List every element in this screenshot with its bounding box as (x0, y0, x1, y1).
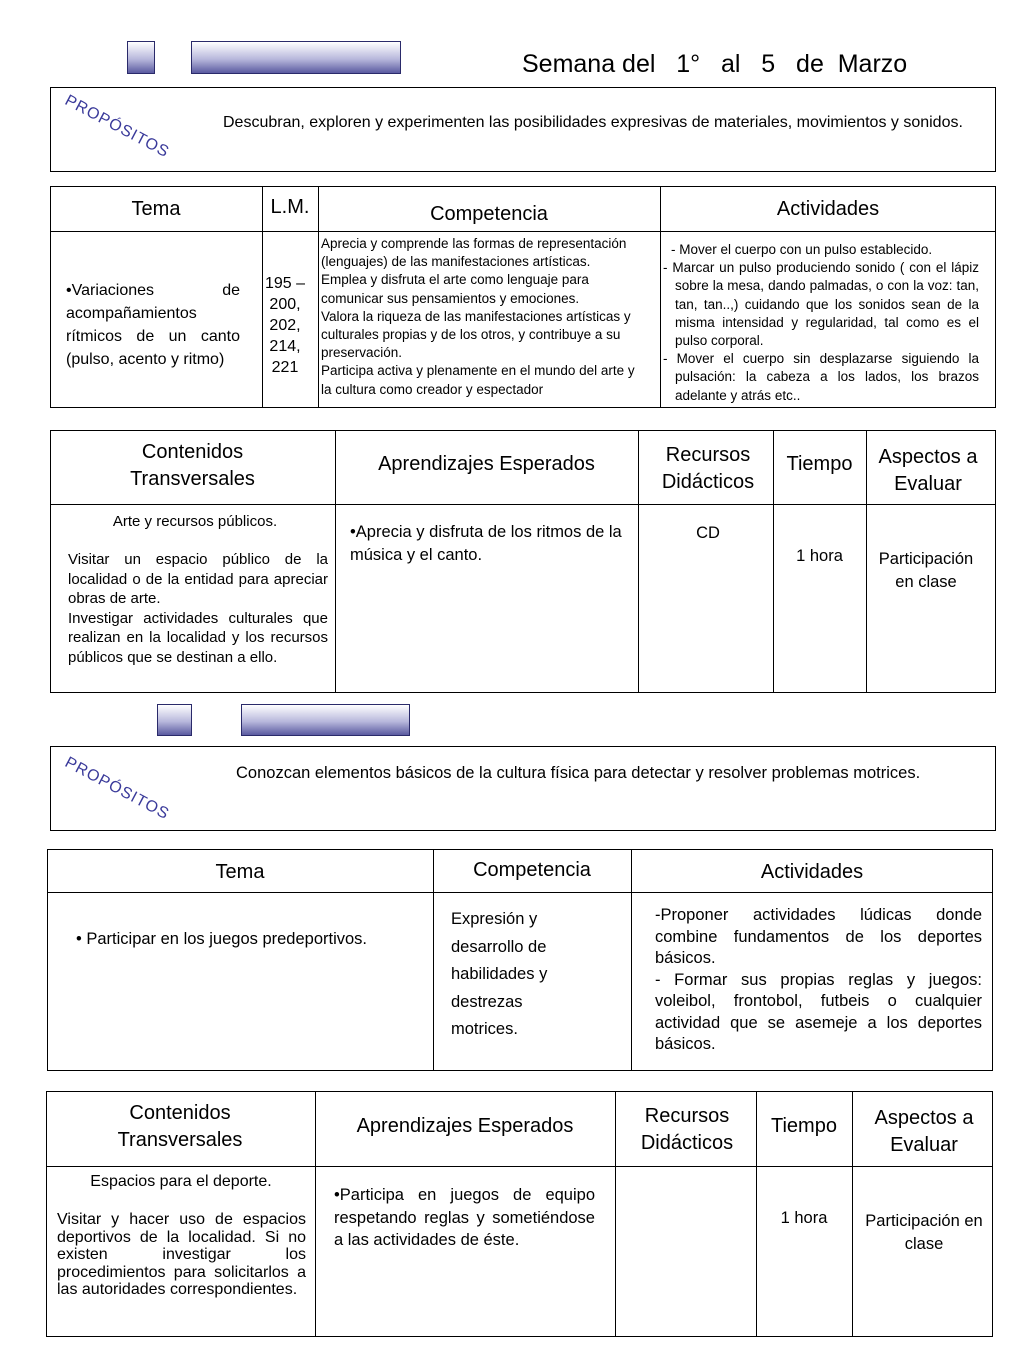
header-square-box (127, 41, 155, 74)
actividades-cell-1: - Mover el cuerpo con un pulso establecido. - Marcar un pulso produciendo sonido ( con el lápiz sobre la mesa, dando palmadas, o con la voz: tan, tan, tan..,) cuidando que los sonidos sean de la misma intensidad y regularidad, tal como es el pulso corporal. - Mover el cuerpo sin desplazarse siguiendo la pulsación: la cabeza a los lados, los brazos adelante y atrás etc.. (663, 242, 979, 403)
tiempo-cell-1: 1 hora (796, 547, 843, 565)
contenidos-body-2: Visitar y hacer uso de espacios deportivos de la localidad. Si no existen investigar los procedimientos para solicitarlos a las autoridades correspondientes. (57, 1211, 306, 1298)
header-actividades-1: Actividades (776, 198, 880, 220)
actividades-cell-2: -Proponer actividades lúdicas donde combine fundamentos de los deportes básicos. - Formar sus propias reglas y juegos: voleibol, frontobol, futbeis o cualquier actividad que se asemeje a los deportes básicos. (655, 906, 982, 1053)
week-title: Semana del 1° al 5 de Marzo (522, 50, 908, 78)
header-competencia-2: Competencia (473, 859, 591, 881)
tema-cell-2: • Participar en los juegos predeportivos. (76, 930, 368, 948)
lm-cell: 195 – 200, 202, 214, 221 (264, 275, 306, 376)
header-tiempo-1: Tiempo (786, 453, 853, 475)
header-wide-box (191, 41, 401, 74)
aspectos-cell-1: Participación en clase (878, 550, 974, 591)
header-aprendizajes-1: Aprendizajes Esperados (378, 453, 595, 475)
header-competencia-1: Competencia (430, 203, 548, 225)
tema-cell-1: •Variaciones de acompañamientos rítmicos de un canto (pulso, acento y ritmo) (66, 282, 240, 368)
header-recursos-2: Recursos Didácticos (640, 1105, 734, 1154)
header-tema-2: Tema (215, 861, 265, 883)
contenidos-title-1: Arte y recursos públicos. (112, 513, 278, 530)
header-aspectos-2: Aspectos a Evaluar (874, 1107, 974, 1156)
header-square-box-2 (157, 704, 192, 736)
tiempo-cell-2: 1 hora (780, 1209, 828, 1227)
recursos-cell-1: CD (696, 524, 720, 542)
competencia-cell-2: Expresión y desarrollo de habilidades y destrezas motrices. (451, 910, 548, 1038)
propositos-label-1: PROPÓSITOS (62, 92, 172, 162)
header-contenidos-2: Contenidos Transversales (117, 1102, 243, 1151)
aprendizajes-cell-1: •Aprecia y disfruta de los ritmos de la música y el canto. (350, 523, 622, 564)
contenidos-body-1: Visitar un espacio público de la localidad o de la entidad para apreciar obras de arte. Investigar actividades culturales que realizan en la localidad y los recursos públicos que se destinan a ello. (68, 551, 328, 666)
aspectos-cell-2: Participación en clase (865, 1212, 983, 1253)
header-actividades-2: Actividades (760, 861, 864, 883)
propositos-text-2: Conozcan elementos básicos de la cultura física para detectar y resolver problemas motrices. (236, 764, 921, 782)
header-aspectos-1: Aspectos a Evaluar (878, 446, 978, 495)
header-recursos-1: Recursos Didácticos (661, 444, 755, 493)
propositos-label-2: PROPÓSITOS (62, 754, 172, 824)
header-wide-box-2 (241, 704, 410, 736)
contenidos-title-2: Espacios para el deporte. (90, 1173, 272, 1190)
header-contenidos-1: Contenidos Transversales (130, 441, 255, 490)
propositos-text-1: Descubran, exploren y experimenten las posibilidades expresivas de materiales, movimientos y sonidos. (223, 114, 963, 131)
header-lm-1: L.M. (270, 196, 310, 218)
header-tema-1: Tema (131, 198, 181, 220)
header-aprendizajes-2: Aprendizajes Esperados (356, 1115, 574, 1137)
propositos-box-2 (50, 746, 996, 831)
competencia-cell-1: Aprecia y comprende las formas de representación (lenguajes) de las manifestaciones artísticas. Emplea y disfruta el arte como lenguaje para comunicar sus pensamientos y emociones. Valora la riqueza de las manifestaciones artísticas y culturales propias y de los otros, y contribuye a su preservación. Participa activa y plenamente en el mundo del arte y la cultura como creador y espectador (321, 236, 635, 397)
header-tiempo-2: Tiempo (771, 1115, 837, 1137)
aprendizajes-cell-2: •Participa en juegos de equipo respetando reglas y sometiéndose a las actividades de éste. (334, 1186, 595, 1249)
